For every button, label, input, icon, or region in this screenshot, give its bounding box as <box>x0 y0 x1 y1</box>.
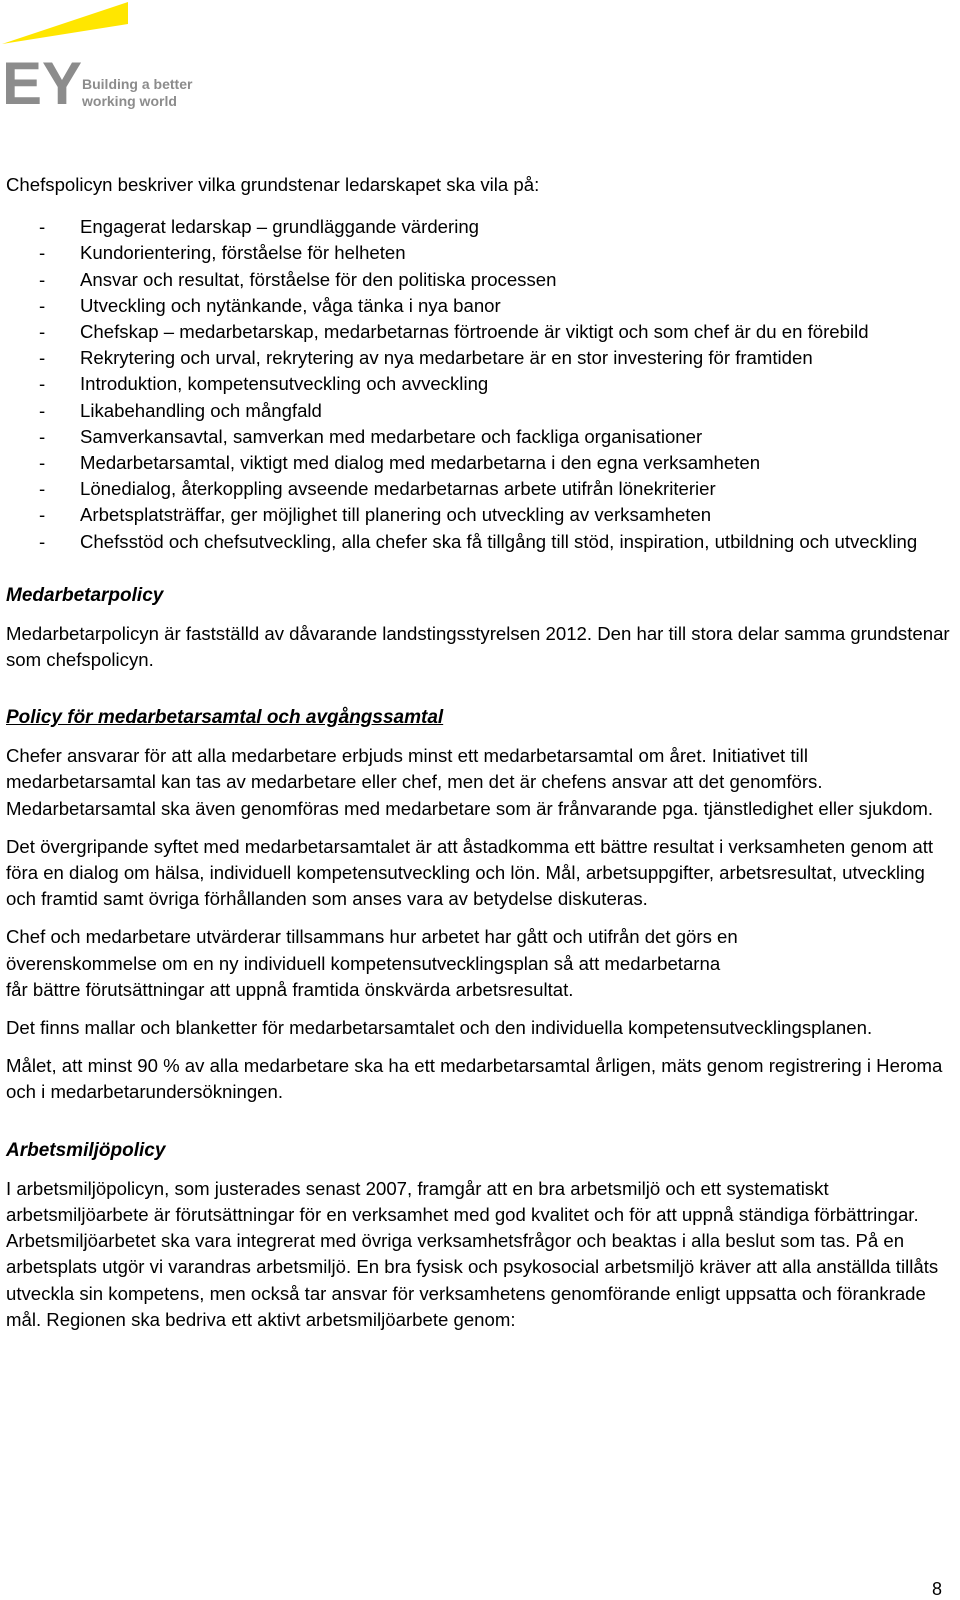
list-item-text: Rekrytering och urval, rekrytering av nya medarbetare är en stor investering för framtiden <box>80 347 813 369</box>
list-item-text: Utveckling och nytänkande, våga tänka i nya banor <box>80 294 501 316</box>
list-marker: - <box>39 425 46 447</box>
list-item <box>6 450 951 476</box>
ey-tagline-line1: Building a better <box>82 76 193 92</box>
samtal-paragraph-5: Målet, att minst 90 % av alla medarbetare ska ha ett medarbetarsamtal årligen, mäts genom registrering i Heroma och i medarbetarundersökningen. <box>6 1055 943 1103</box>
list-item <box>6 214 951 240</box>
list-marker: - <box>39 242 46 264</box>
samtal-paragraph-3-line-2: överenskommelse om en ny individuell kompetensutvecklingsplan så att medarbetarna <box>6 952 721 974</box>
heading-arbetsmiljopolicy: Arbetsmiljöpolicy <box>6 1139 166 1161</box>
list-item-text: Engagerat ledarskap – grundläggande värdering <box>80 216 480 238</box>
page-number: 8 <box>931 1579 942 1599</box>
samtal-paragraph-1: Chefer ansvarar för att alla medarbetare erbjuds minst ett medarbetarsamtal om året. Initiativet till medarbetarsamtal kan tas av medarbetare eller chef, men det är chefens ansvar att det genomförs. Medarbetarsamtal ska även genomföras med medarbetare som är frånvarande pga. tjänstledighet eller sjukdom. <box>6 745 934 819</box>
list-item <box>6 476 951 502</box>
samtal-paragraph-4: Det finns mallar och blanketter för medarbetarsamtalet och den individuella kompetensutvecklingsplanen. <box>6 1017 873 1039</box>
list-item <box>6 502 951 528</box>
list-item-text: Likabehandling och mångfald <box>80 399 322 421</box>
ey-logo <box>0 0 210 112</box>
samtal-paragraph-3-line-3: får bättre förutsättningar att uppnå framtida önskvärda arbetsresultat. <box>6 978 574 1000</box>
heading-medarbetarpolicy: Medarbetarpolicy <box>6 584 164 606</box>
heading-medarbetarsamtal-policy: Policy för medarbetarsamtal och avgångssamtal <box>6 707 444 729</box>
arbetsmiljo-text: I arbetsmiljöpolicyn, som justerades senast 2007, framgår att en bra arbetsmiljö och ett systematiskt arbetsmiljöarbete är förutsättningar för en verksamhet med god kvalitet och för att uppnå ständiga förbättringar. Arbetsmiljöarbetet ska vara integrerat med övriga verksamhetsfrågor och beaktas i alla beslut som tas. På en arbetsplats utgör vi varandras arbetsmiljö. En bra fysisk och psykosocial arbetsmiljö kräver att alla anställda tillåts utveckla sin kompetens, men också tar ansvar för verksamhetens genomförande enligt uppsatta och förankrade mål. Regionen ska bedriva ett aktivt arbetsmiljöarbete genom: <box>6 1177 939 1330</box>
list-item-text: Ansvar och resultat, förståelse för den politiska processen <box>80 268 557 290</box>
list-item-text: Chefsstöd och chefsutveckling, alla chefer ska få tillgång till stöd, inspiration, utbildning och utveckling <box>80 530 918 552</box>
list-marker: - <box>39 321 46 343</box>
list-marker: - <box>39 530 46 552</box>
list-item-text: Lönedialog, återkoppling avseende medarbetarnas arbete utifrån lönekriterier <box>80 478 716 500</box>
list-marker: - <box>39 478 46 500</box>
ey-tagline-line2: working world <box>82 93 177 109</box>
list-item <box>6 398 951 424</box>
list-item-text: Kundorientering, förståelse för helheten <box>80 242 406 264</box>
samtal-paragraph-3 <box>6 924 951 1003</box>
list-item <box>6 371 951 397</box>
samtal-paragraph-3-line-1: Chef och medarbetare utvärderar tillsammans hur arbetet har gått och utifrån det görs en <box>6 926 738 948</box>
list-marker: - <box>39 347 46 369</box>
principles-list <box>6 214 951 555</box>
ey-tagline <box>82 76 192 110</box>
medarbetarpolicy-text: Medarbetarpolicyn är fastställd av dåvarande landstingsstyrelsen 2012. Den har till stora delar samma grundstenar som chefspolicyn. <box>6 622 950 671</box>
list-item <box>6 319 951 345</box>
list-item <box>6 345 951 371</box>
list-item <box>6 424 951 450</box>
list-marker: - <box>39 294 46 316</box>
list-marker: - <box>39 216 46 238</box>
list-item-text: Arbetsplatsträffar, ger möjlighet till planering och utveckling av verksamheten <box>80 504 712 526</box>
list-marker: - <box>39 452 46 474</box>
list-marker: - <box>39 268 46 290</box>
list-item <box>6 240 951 266</box>
list-marker: - <box>39 373 46 395</box>
list-item <box>6 529 951 555</box>
list-item-text: Medarbetarsamtal, viktigt med dialog med medarbetarna i den egna verksamheten <box>80 452 761 474</box>
list-item <box>6 267 951 293</box>
intro-text: Chefspolicyn beskriver vilka grundstenar ledarskapet ska vila på: <box>6 174 540 195</box>
list-marker: - <box>39 399 46 421</box>
list-item-text: Chefskap – medarbetarskap, medarbetarnas förtroende är viktigt och som chef är du en förebild <box>80 321 869 343</box>
samtal-paragraph-2: Det övergripande syftet med medarbetarsamtalet är att åstadkomma ett bättre resultat i verksamheten genom att föra en dialog om hälsa, individuell kompetensutveckling och lön. Mål, arbetsuppgifter, arbetsresultat, utveckling och framtid samt övriga förhållanden som anses vara av betydelse diskuteras. <box>6 835 934 910</box>
list-item-text: Samverkansavtal, samverkan med medarbetare och fackliga organisationer <box>80 425 703 447</box>
list-item-text: Introduktion, kompetensutveckling och avveckling <box>80 373 489 395</box>
list-marker: - <box>39 504 46 526</box>
document-body <box>6 172 951 1333</box>
list-item <box>6 293 951 319</box>
svg-text:EY: EY <box>2 50 83 112</box>
